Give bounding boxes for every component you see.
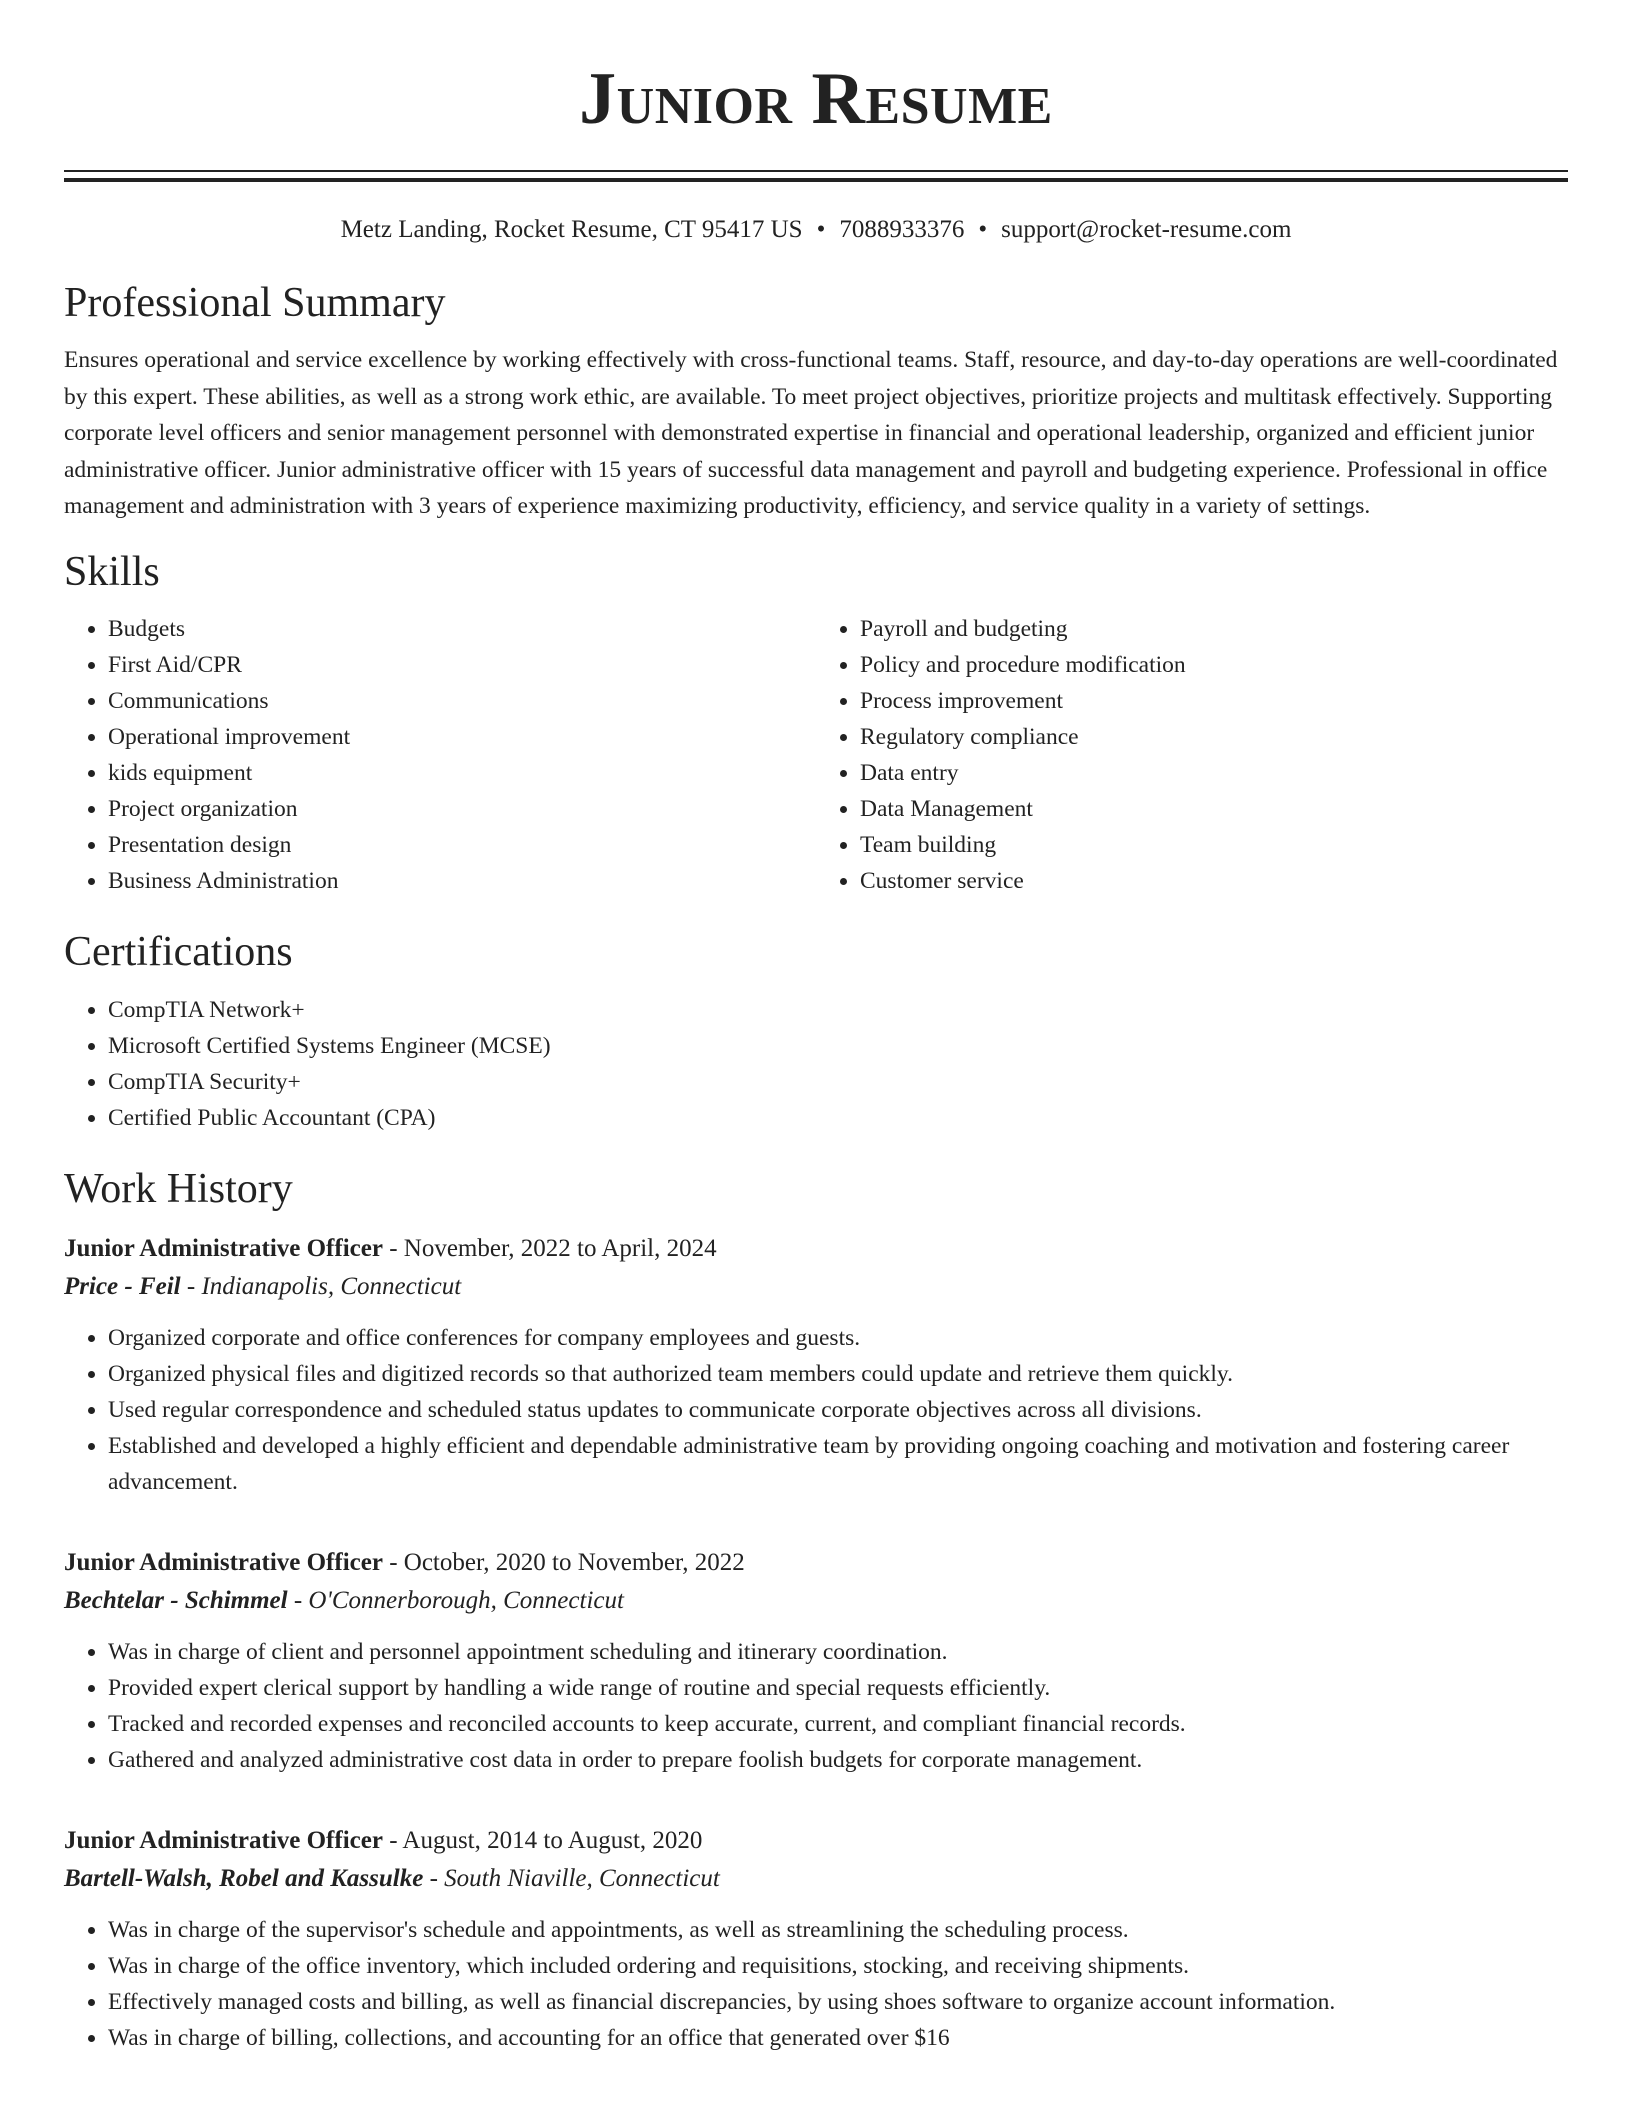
job-dates: - August, 2014 to August, 2020	[382, 1827, 703, 1855]
job-role: Junior Administrative Officer	[64, 1549, 383, 1577]
job-company: Price - Feil	[64, 1273, 181, 1301]
skill-item: • Budgets	[108, 611, 816, 647]
job-location: - Indianapolis, Connecticut	[180, 1273, 462, 1301]
skill-item: • Process improvement	[860, 683, 1568, 719]
certification-item: • CompTIA Network+	[108, 992, 1568, 1028]
contact-address: Metz Landing, Rocket Resume, CT 95417 US	[340, 216, 803, 243]
section-title-skills: Skills	[64, 548, 160, 595]
job-bullet: • Was in charge of the supervisor's schedule and appointments, as well as streamlining the scheduling process.	[108, 1912, 1568, 1948]
section-title-certifications: Certifications	[64, 929, 293, 976]
skill-item: • kids equipment	[108, 755, 816, 791]
skill-item: • Business Administration	[108, 863, 816, 899]
section-title-work-history: Work History	[64, 1165, 293, 1212]
job-bullet: • Organized corporate and office conferences for company employees and guests.	[108, 1320, 1568, 1356]
skill-item: • Presentation design	[108, 827, 816, 863]
job-entry	[64, 1822, 1568, 2056]
job-dates: - November, 2022 to April, 2024	[382, 1235, 717, 1263]
skill-item: • Data entry	[860, 755, 1568, 791]
contact-separator: •	[978, 216, 988, 243]
job-bullet: • Was in charge of the office inventory, which included ordering and requisitions, stocking, and receiving shipments.	[108, 1948, 1568, 1984]
job-dates: - October, 2020 to November, 2022	[382, 1549, 745, 1577]
job-bullet: • Used regular correspondence and scheduled status updates to communicate corporate objectives across all divisions.	[108, 1392, 1568, 1428]
job-bullet: • Established and developed a highly efficient and dependable administrative team by providing ongoing coaching and motivation and fostering career advancement.	[108, 1428, 1568, 1500]
job-company: Bechtelar - Schimmel	[64, 1587, 288, 1615]
job-company: Bartell-Walsh, Robel and Kassulke	[64, 1865, 424, 1893]
header-rule-thick	[64, 178, 1568, 182]
skill-item: • Policy and procedure modification	[860, 647, 1568, 683]
skill-item: • Customer service	[860, 863, 1568, 899]
job-location: - South Niaville, Connecticut	[423, 1865, 720, 1893]
job-company-line	[64, 1582, 1568, 1620]
job-location: - O'Connerborough, Connecticut	[287, 1587, 624, 1615]
certification-item: • CompTIA Security+	[108, 1064, 1568, 1100]
skill-item: • Operational improvement	[108, 719, 816, 755]
skill-item: • Payroll and budgeting	[860, 611, 1568, 647]
contact-email: support@rocket-resume.com	[1001, 216, 1292, 243]
certification-item: • Microsoft Certified Systems Engineer (MCSE)	[108, 1028, 1568, 1064]
job-bullets	[64, 1634, 1568, 1778]
job-role: Junior Administrative Officer	[64, 1235, 383, 1263]
job-bullet: • Effectively managed costs and billing, as well as financial discrepancies, by using shoes software to organize account information.	[108, 1984, 1568, 2020]
certification-item: • Certified Public Accountant (CPA)	[108, 1100, 1568, 1136]
job-role: Junior Administrative Officer	[64, 1827, 383, 1855]
skill-item: • Communications	[108, 683, 816, 719]
skills-list-left	[64, 611, 816, 899]
resume-name: Junior Resume	[579, 58, 1053, 140]
skill-item: • Data Management	[860, 791, 1568, 827]
skills-list-right	[816, 611, 1568, 899]
contact-line	[64, 216, 1568, 244]
certifications-list	[64, 992, 1568, 1136]
section-title-summary: Professional Summary	[64, 280, 446, 326]
skills-columns	[64, 611, 1568, 899]
job-bullet: • Tracked and recorded expenses and reconciled accounts to keep accurate, current, and compliant financial records.	[108, 1706, 1568, 1742]
skill-item: • Team building	[860, 827, 1568, 863]
job-entry	[64, 1230, 1568, 1500]
contact-separator: •	[816, 216, 826, 243]
job-bullet: • Organized physical files and digitized records so that authorized team members could update and retrieve them quickly.	[108, 1356, 1568, 1392]
contact-phone: 7088933376	[839, 216, 965, 243]
job-bullet: • Was in charge of client and personnel appointment scheduling and itinerary coordination.	[108, 1634, 1568, 1670]
job-header	[64, 1822, 1568, 1860]
skill-item: • First Aid/CPR	[108, 647, 816, 683]
job-bullets	[64, 1912, 1568, 2056]
job-header	[64, 1544, 1568, 1582]
skill-item: • Project organization	[108, 791, 816, 827]
summary-text: Ensures operational and service excellence by working effectively with cross-functional teams. Staff, resource, and day-to-day operations are well-coordinated by this expert. These abilities, as well as a strong work ethic, are available. To meet project objectives, prioritize projects and multitask effectively. Supporting corporate level officers and senior management personnel with demonstrated expertise in financial and operational leadership, organized and efficient junior administrative officer. Junior administrative officer with 15 years of successful data management and payroll and budgeting experience. Professional in office management and administration with 3 years of experience maximizing productivity, efficiency, and service quality in a variety of settings.	[64, 347, 1558, 520]
job-bullet: • Provided expert clerical support by handling a wide range of routine and special requests efficiently.	[108, 1670, 1568, 1706]
resume-page	[64, 0, 1568, 2056]
job-header	[64, 1230, 1568, 1268]
header-rule-thin	[64, 170, 1568, 172]
job-company-line	[64, 1860, 1568, 1898]
job-entry	[64, 1544, 1568, 1778]
job-bullets	[64, 1320, 1568, 1500]
job-bullet: • Gathered and analyzed administrative cost data in order to prepare foolish budgets for corporate management.	[108, 1742, 1568, 1778]
job-company-line	[64, 1268, 1568, 1306]
job-bullet: • Was in charge of billing, collections, and accounting for an office that generated over $16	[108, 2020, 1568, 2056]
skill-item: • Regulatory compliance	[860, 719, 1568, 755]
